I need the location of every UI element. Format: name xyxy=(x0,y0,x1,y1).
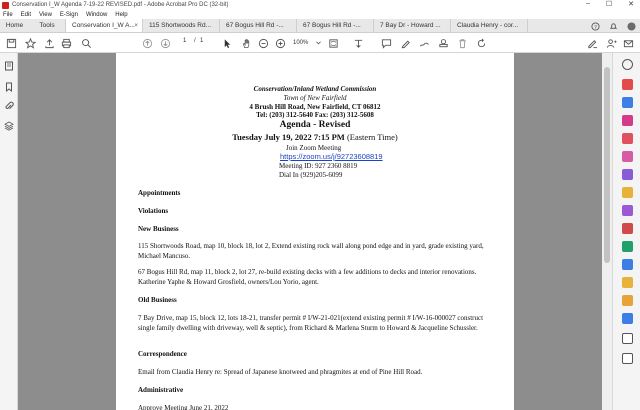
section-old-business: Old Business xyxy=(138,296,177,304)
request-esignatures-icon[interactable] xyxy=(622,169,633,180)
org-phone-fax: Tel: (203) 312-5640 Fax: (203) 312-5608 xyxy=(256,111,374,119)
add-comment-icon[interactable] xyxy=(380,37,392,49)
highlight-pen-icon[interactable] xyxy=(399,37,411,49)
compress-pdf-icon[interactable] xyxy=(622,259,633,270)
zoom-level-select[interactable] xyxy=(293,38,321,48)
draw-freehand-icon[interactable] xyxy=(418,37,430,49)
document-tab-label: 7 Bay Dr - Howard ... xyxy=(380,22,441,29)
document-tab[interactable] xyxy=(374,19,451,32)
acrobat-app-icon xyxy=(2,2,9,9)
menu-esign[interactable]: E-Sign xyxy=(59,11,78,18)
edit-pdf-icon[interactable] xyxy=(622,115,633,126)
document-tab-label: Conservation I_W A... xyxy=(72,22,135,29)
document-viewer[interactable] xyxy=(18,53,602,410)
menu-view[interactable]: View xyxy=(39,11,52,18)
menu-bar xyxy=(0,10,640,19)
document-tab-label: Claudia Henry - cor... xyxy=(457,22,519,29)
delete-trash-icon[interactable] xyxy=(456,37,468,49)
org-name: Conservation/Inland Wetland Commission xyxy=(253,85,377,93)
section-appointments: Appointments xyxy=(138,189,181,197)
fill-and-sign-tool-icon[interactable] xyxy=(622,205,633,216)
next-page-icon[interactable] xyxy=(159,37,171,49)
close-tab-icon[interactable]: × xyxy=(134,22,138,29)
menu-edit[interactable]: Edit xyxy=(20,11,32,18)
maximize-button[interactable]: ☐ xyxy=(605,1,613,8)
document-tab-label: 67 Bogus Hill Rd -... xyxy=(303,22,361,29)
document-tab[interactable] xyxy=(66,19,143,32)
document-tab[interactable] xyxy=(143,19,220,32)
select-cursor-icon[interactable] xyxy=(221,37,233,49)
document-tab[interactable] xyxy=(220,19,297,32)
window-title: Conservation I_W Agenda 7-19-22 REVISED.pdf - Adobe Acrobat Pro DC (32-bit) xyxy=(12,2,229,8)
meeting-date-bold: Tuesday July 19, 2022 7:15 PM xyxy=(232,132,345,142)
page-separator: / xyxy=(194,38,196,44)
print-icon[interactable] xyxy=(60,37,72,49)
notifications-icon[interactable] xyxy=(609,22,618,31)
attachments-paperclip-icon[interactable] xyxy=(4,101,14,111)
tab-home[interactable]: Home xyxy=(5,22,24,29)
right-tools-pane xyxy=(612,53,640,410)
scrollbar-thumb[interactable] xyxy=(604,67,610,263)
tab-bar xyxy=(0,19,640,33)
menu-file[interactable]: File xyxy=(3,11,13,18)
meeting-id: Meeting ID: 927 2360 8819 xyxy=(279,162,358,170)
close-window-button[interactable]: ✕ xyxy=(628,1,634,8)
chevron-down-icon xyxy=(316,41,321,45)
add-person-icon[interactable] xyxy=(605,37,617,49)
zoom-meeting-link[interactable]: https://zoom.us/j/92723608819 xyxy=(280,152,383,161)
more-tools-icon[interactable] xyxy=(622,333,633,344)
document-tab-label: 115 Shortwoods Rd... xyxy=(149,22,212,29)
rotate-undo-icon[interactable] xyxy=(475,37,487,49)
meeting-date xyxy=(116,132,514,142)
meeting-timezone: (Eastern Time) xyxy=(344,132,398,142)
scan-ocr-icon[interactable] xyxy=(622,241,633,252)
previous-page-icon[interactable] xyxy=(141,37,153,49)
menu-help[interactable]: Help xyxy=(115,11,128,18)
town-name: Town of New Fairfield xyxy=(283,94,347,102)
redact-icon[interactable] xyxy=(622,223,633,234)
document-tab-label: 67 Bogus Hill Rd -... xyxy=(226,22,284,29)
help-icon[interactable] xyxy=(591,22,600,31)
section-new-business: New Business xyxy=(138,225,179,233)
account-avatar-icon[interactable] xyxy=(627,22,636,31)
scrolling-mode-icon[interactable] xyxy=(352,37,364,49)
search-zoom-icon[interactable] xyxy=(80,37,92,49)
page-thumbnails-icon[interactable] xyxy=(4,61,14,71)
save-icon[interactable] xyxy=(5,37,17,49)
hand-tool-icon[interactable] xyxy=(240,37,252,49)
tab-bar-right-icons xyxy=(591,20,636,32)
zoom-level-value: 100% xyxy=(293,40,309,46)
layers-icon[interactable] xyxy=(4,121,14,131)
page-total: 1 xyxy=(200,38,204,44)
fit-page-icon[interactable] xyxy=(327,37,339,49)
administrative-item-1: Approve Meeting June 21, 2022 xyxy=(138,404,229,410)
svg-text:?: ? xyxy=(594,24,597,31)
window-controls xyxy=(586,0,634,8)
share-icon[interactable] xyxy=(622,353,633,364)
pdf-page xyxy=(116,53,514,410)
protect-icon[interactable] xyxy=(622,277,633,288)
new-business-item-1: 115 Shortwoods Road, map 10, block 18, lot 2, Extend existing rock wall along pond edge and in yard, grade existing yard, Michael Mancuso. xyxy=(138,242,484,260)
document-tab[interactable] xyxy=(451,19,528,32)
tab-tools[interactable]: Tools xyxy=(29,19,66,32)
organize-pages-icon[interactable] xyxy=(622,133,633,144)
export-pdf-icon[interactable] xyxy=(622,79,633,90)
minimize-button[interactable]: – xyxy=(585,0,590,7)
menu-window[interactable]: Window xyxy=(85,11,108,18)
new-business-item-2: 67 Bogus Hill Rd, map 11, block 2, lot 27, re-build existing decks with a few additions to decks and interior renovations. Katherine Yaphe & Howard Grosfield, owners/Lou Yorio, agent. xyxy=(138,268,477,286)
section-correspondence: Correspondence xyxy=(138,350,187,358)
prepare-form-icon[interactable] xyxy=(622,295,633,306)
dial-in: Dial In (929)205-6099 xyxy=(279,171,343,179)
upload-share-icon[interactable] xyxy=(43,37,55,49)
zoom-join-text: Join Zoom Meeting xyxy=(286,144,342,152)
zoom-in-icon[interactable] xyxy=(274,37,286,49)
zoom-out-icon[interactable] xyxy=(257,37,269,49)
main-toolbar xyxy=(0,33,640,53)
stamp-icon[interactable] xyxy=(437,37,449,49)
combine-files-icon[interactable] xyxy=(622,151,633,162)
fill-sign-icon[interactable] xyxy=(586,37,598,49)
vertical-scrollbar[interactable] xyxy=(602,53,612,410)
document-tab[interactable] xyxy=(297,19,374,32)
create-pdf-icon[interactable] xyxy=(622,97,633,108)
page-number-input[interactable]: 1 xyxy=(183,38,187,44)
send-for-comments-icon[interactable] xyxy=(622,313,633,324)
search-tool-icon[interactable] xyxy=(622,59,633,70)
comment-tool-icon[interactable] xyxy=(622,187,633,198)
correspondence-item-1: Email from Claudia Henry re: Spread of Japanese knotweed and phragmites at end of Pine Hill Road. xyxy=(138,368,423,376)
org-address: 4 Brush Hill Road, New Fairfield, CT 06812 xyxy=(249,103,381,111)
section-violations: Violations xyxy=(138,207,169,215)
left-navigation-pane xyxy=(0,53,18,410)
bookmarks-icon[interactable] xyxy=(4,82,14,92)
bookmark-star-icon[interactable] xyxy=(24,37,36,49)
mail-envelope-icon[interactable] xyxy=(622,37,634,49)
title-bar xyxy=(0,0,640,10)
section-administrative: Administrative xyxy=(138,386,184,394)
agenda-title: Agenda - Revised xyxy=(279,120,351,130)
old-business-item-1: 7 Bay Drive, map 15, block 12, lots 18-21, transfer permit # I/W-21-021(extend existing permit # I/W-16-000027 construct single family dwelling with driveway, well & septic), from Richard & Marlena Sturm to Howard & Jacqueline Schussler. xyxy=(138,314,484,332)
